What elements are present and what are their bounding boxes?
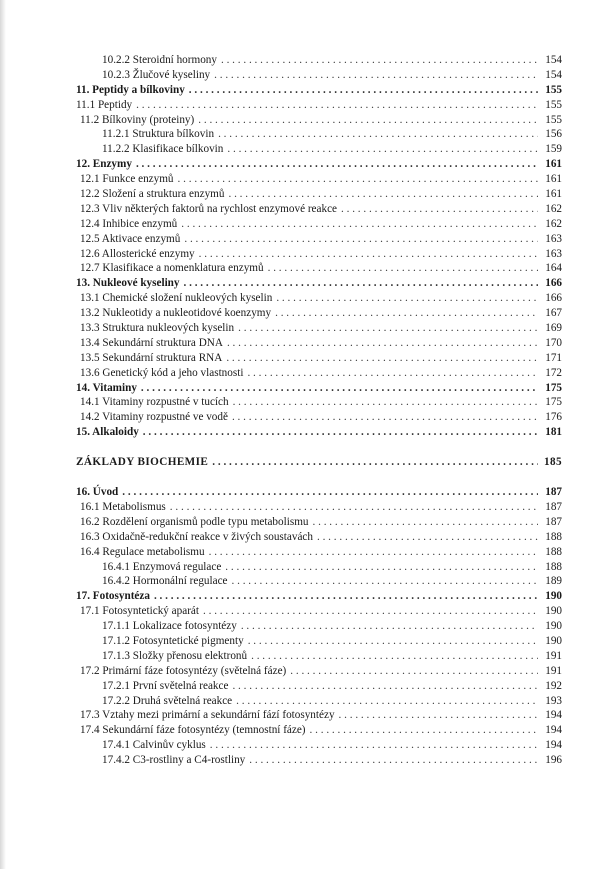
toc-page-number: 154 xyxy=(545,68,562,81)
dot-leader xyxy=(238,321,538,336)
toc-entry-title: 16.4 Regulace metabolismu xyxy=(80,545,205,558)
dot-leader xyxy=(251,649,538,664)
toc-entry-title: 12. Enzymy xyxy=(76,158,132,171)
toc-page-number: 194 xyxy=(545,709,562,722)
toc-page-number: 170 xyxy=(545,336,562,349)
toc-page-number: 188 xyxy=(545,560,562,573)
toc-row[interactable] xyxy=(76,604,562,619)
toc-page-number: 175 xyxy=(545,396,562,409)
toc-entry-title: 16.3 Oxidačně-redukční reakce v živých soustavách xyxy=(80,530,313,543)
toc-page-number: 181 xyxy=(545,426,562,439)
dot-leader xyxy=(227,142,538,157)
toc-row[interactable] xyxy=(76,68,562,83)
toc-page-number: 167 xyxy=(545,307,562,320)
table-of-contents xyxy=(76,53,562,768)
dot-leader xyxy=(154,589,538,604)
toc-entry-title: 17.4 Sekundární fáze fotosyntézy (temnostní fáze) xyxy=(80,724,306,737)
dot-leader xyxy=(209,545,538,560)
toc-entry-title: ZÁKLADY BIOCHEMIE xyxy=(76,456,209,469)
toc-page-number: 185 xyxy=(544,456,562,469)
toc-entry-title: 12.3 Vliv některých faktorů na rychlost enzymové reakce xyxy=(80,202,338,215)
toc-page-number: 162 xyxy=(545,202,562,215)
dot-leader xyxy=(141,381,538,396)
toc-page-number: 190 xyxy=(545,620,562,633)
toc-row[interactable] xyxy=(76,306,562,321)
dot-leader xyxy=(136,98,538,113)
toc-row[interactable] xyxy=(76,738,562,753)
dot-leader xyxy=(227,336,538,351)
dot-leader xyxy=(247,366,538,381)
toc-entry-title: 16.4.2 Hormonální regulace xyxy=(102,575,228,588)
toc-entry-title: 17.1.2 Fotosyntetické pigmenty xyxy=(102,634,244,647)
toc-page-number: 154 xyxy=(545,54,562,66)
toc-row[interactable] xyxy=(76,560,562,575)
toc-entry-title: 13.6 Genetický kód a jeho vlastnosti xyxy=(80,366,244,379)
toc-row[interactable] xyxy=(76,395,562,410)
toc-page-number: 172 xyxy=(545,366,562,379)
toc-row[interactable] xyxy=(76,291,562,306)
toc-row[interactable] xyxy=(76,202,562,217)
toc-row[interactable] xyxy=(76,232,562,247)
dot-leader xyxy=(236,694,538,709)
toc-page-number: 163 xyxy=(545,247,562,260)
toc-entry-title: 17.1.1 Lokalizace fotosyntézy xyxy=(102,620,237,633)
toc-row[interactable] xyxy=(76,694,562,709)
toc-row[interactable] xyxy=(76,530,562,545)
dot-leader xyxy=(218,127,538,142)
toc-entry-title: 13.4 Sekundární struktura DNA xyxy=(80,336,223,349)
toc-row[interactable] xyxy=(76,127,562,142)
toc-entry-title: 11.1 Peptidy xyxy=(76,98,133,111)
toc-entry-title: 16.1 Metabolismus xyxy=(80,500,166,513)
toc-page-number: 155 xyxy=(545,113,562,126)
toc-page-number: 188 xyxy=(545,545,562,558)
toc-row[interactable] xyxy=(76,247,562,262)
toc-page-number: 187 xyxy=(545,500,562,513)
toc-row[interactable] xyxy=(76,142,562,157)
dot-leader xyxy=(228,187,538,202)
toc-entry-title: 10.2.3 Žlučové kyseliny xyxy=(102,68,211,81)
toc-page-number: 161 xyxy=(545,173,562,186)
toc-entry-title: 17.2.1 První světelná reakce xyxy=(102,679,229,692)
toc-entry-title: 13.3 Struktura nukleových kyselin xyxy=(80,322,235,335)
toc-entry-title: 15. Alkaloidy xyxy=(76,426,139,439)
toc-entry-title: 12.2 Složení a struktura enzymů xyxy=(80,188,225,201)
toc-row[interactable] xyxy=(76,336,562,351)
toc-page-number: 191 xyxy=(545,664,562,677)
toc-row[interactable] xyxy=(76,708,562,723)
toc-entry-title: 13.1 Chemické složení nukleových kyselin xyxy=(80,292,273,305)
toc-page-number: 193 xyxy=(545,694,562,707)
toc-row[interactable] xyxy=(76,619,562,634)
toc-page-number: 194 xyxy=(545,724,562,737)
toc-row[interactable] xyxy=(76,574,562,589)
dot-leader xyxy=(199,247,538,262)
toc-row[interactable] xyxy=(76,187,562,202)
dot-leader xyxy=(198,113,538,128)
dot-leader xyxy=(233,395,538,410)
toc-entry-title: 13.2 Nukleotidy a nukleotidové koenzymy xyxy=(80,307,272,320)
toc-entry-title: 13.5 Sekundární struktura RNA xyxy=(80,351,223,364)
toc-chapter-row[interactable] xyxy=(76,381,562,396)
toc-entry-title: 17.4.2 C3-rostliny a C4-rostliny xyxy=(102,754,246,767)
toc-row[interactable] xyxy=(76,679,562,694)
toc-page-number: 175 xyxy=(545,381,562,394)
dot-leader xyxy=(310,723,538,738)
toc-entry-title: 13. Nukleové kyseliny xyxy=(76,277,180,290)
toc-entry-title: 17.1.3 Složky přenosu elektronů xyxy=(102,649,248,662)
toc-entry-title: 17.1 Fotosyntetický aparát xyxy=(80,605,199,618)
dot-leader xyxy=(122,485,538,500)
dot-leader xyxy=(203,604,538,619)
toc-page-number: 164 xyxy=(545,262,562,275)
dot-leader xyxy=(143,425,538,440)
toc-row[interactable] xyxy=(76,545,562,560)
toc-row[interactable] xyxy=(76,723,562,738)
dot-leader xyxy=(214,68,538,83)
toc-page-number: 190 xyxy=(545,590,562,603)
toc-page-number: 171 xyxy=(545,351,562,364)
dot-leader xyxy=(184,232,538,247)
toc-row[interactable] xyxy=(76,172,562,187)
toc-page-number: 176 xyxy=(545,411,562,424)
toc-page-number: 156 xyxy=(545,128,562,141)
dot-leader xyxy=(178,172,538,187)
dot-leader xyxy=(184,276,539,291)
toc-entry-title: 17.3 Vztahy mezi primární a sekundární fází fotosyntézy xyxy=(80,709,335,722)
toc-entry-title: 11. Peptidy a bílkoviny xyxy=(76,83,185,96)
toc-row[interactable] xyxy=(76,321,562,336)
toc-row[interactable] xyxy=(76,649,562,664)
toc-chapter-row[interactable] xyxy=(76,83,562,98)
dot-leader xyxy=(241,619,538,634)
toc-entry-title: 12.1 Funkce enzymů xyxy=(80,173,174,186)
dot-leader xyxy=(225,560,538,575)
toc-page-number: 161 xyxy=(545,158,562,171)
dot-leader xyxy=(170,500,538,515)
dot-leader xyxy=(249,753,538,768)
toc-page-number: 166 xyxy=(545,292,562,305)
toc-page-number: 191 xyxy=(545,649,562,662)
dot-leader xyxy=(313,515,539,530)
toc-page-number: 161 xyxy=(545,188,562,201)
toc-row[interactable] xyxy=(76,98,562,113)
toc-entry-title: 10.2.2 Steroidní hormony xyxy=(102,54,217,66)
toc-page-number: 189 xyxy=(545,575,562,588)
toc-row[interactable] xyxy=(76,634,562,649)
dot-leader xyxy=(276,291,538,306)
toc-row[interactable] xyxy=(76,351,562,366)
toc-entry-title: 14.2 Vitaminy rozpustné ve vodě xyxy=(80,411,228,424)
dot-leader xyxy=(189,83,538,98)
dot-leader xyxy=(290,664,538,679)
toc-chapter-row[interactable] xyxy=(76,425,562,440)
dot-leader xyxy=(136,157,538,172)
toc-chapter-row[interactable] xyxy=(76,485,562,500)
toc-section-heading[interactable] xyxy=(76,455,562,470)
toc-page-number: 187 xyxy=(545,486,562,499)
toc-spacer xyxy=(76,470,562,485)
toc-row[interactable] xyxy=(76,500,562,515)
toc-entry-title: 12.6 Allosterické enzymy xyxy=(80,247,195,260)
toc-row[interactable] xyxy=(76,664,562,679)
toc-page-number: 162 xyxy=(545,217,562,230)
toc-entry-title: 17.4.1 Calvinův cyklus xyxy=(102,739,206,752)
toc-spacer xyxy=(76,440,562,455)
toc-page-number: 187 xyxy=(545,515,562,528)
dot-leader xyxy=(339,708,538,723)
dot-leader xyxy=(275,306,538,321)
toc-chapter-row[interactable] xyxy=(76,276,562,291)
dot-leader xyxy=(181,217,538,232)
dot-leader xyxy=(232,574,538,589)
dot-leader xyxy=(212,455,538,470)
dot-leader xyxy=(226,351,538,366)
dot-leader xyxy=(232,679,538,694)
toc-chapter-row[interactable] xyxy=(76,157,562,172)
toc-page-number: 190 xyxy=(545,605,562,618)
toc-entry-title: 14. Vitaminy xyxy=(76,381,137,394)
toc-page-number: 194 xyxy=(545,739,562,752)
toc-page-number: 155 xyxy=(545,98,562,111)
toc-entry-title: 14.1 Vitaminy rozpustné v tucích xyxy=(80,396,229,409)
toc-row[interactable] xyxy=(76,53,562,68)
toc-entry-title: 17. Fotosyntéza xyxy=(76,590,150,603)
toc-entry-title: 12.7 Klasifikace a nomenklatura enzymů xyxy=(80,262,264,275)
dot-leader xyxy=(232,410,538,425)
toc-row[interactable] xyxy=(76,515,562,530)
toc-page-number: 188 xyxy=(545,530,562,543)
toc-entry-title: 16. Úvod xyxy=(76,486,119,499)
toc-entry-title: 11.2 Bílkoviny (proteiny) xyxy=(80,113,195,126)
toc-entry-title: 16.2 Rozdělení organismů podle typu metabolismu xyxy=(80,515,309,528)
toc-page-number: 166 xyxy=(545,277,562,290)
toc-entry-title: 12.4 Inhibice enzymů xyxy=(80,217,178,230)
toc-row[interactable] xyxy=(76,113,562,128)
toc-entry-title: 11.2.2 Klasifikace bílkovin xyxy=(102,143,224,156)
dot-leader xyxy=(221,53,538,68)
toc-entry-title: 16.4.1 Enzymová regulace xyxy=(102,560,222,573)
toc-page-number: 159 xyxy=(545,143,562,156)
toc-entry-title: 11.2.1 Struktura bílkovin xyxy=(102,128,215,141)
toc-row[interactable] xyxy=(76,410,562,425)
toc-page-number: 169 xyxy=(545,322,562,335)
dot-leader xyxy=(248,634,538,649)
toc-entry-title: 12.5 Aktivace enzymů xyxy=(80,232,181,245)
toc-row[interactable] xyxy=(76,366,562,381)
toc-page-number: 163 xyxy=(545,232,562,245)
dot-leader xyxy=(210,738,538,753)
toc-page-number: 196 xyxy=(545,754,562,767)
dot-leader xyxy=(341,202,538,217)
dot-leader xyxy=(268,261,538,276)
toc-page-number: 155 xyxy=(545,83,562,96)
toc-chapter-row[interactable] xyxy=(76,589,562,604)
page-edge-shadow xyxy=(0,0,6,869)
toc-row[interactable] xyxy=(76,261,562,276)
toc-row[interactable] xyxy=(76,753,562,768)
toc-entry-title: 17.2 Primární fáze fotosyntézy (světelná fáze) xyxy=(80,664,287,677)
toc-row[interactable] xyxy=(76,217,562,232)
toc-page-number: 192 xyxy=(545,679,562,692)
dot-leader xyxy=(317,530,538,545)
toc-entry-title: 17.2.2 Druhá světelná reakce xyxy=(102,694,233,707)
toc-page-number: 190 xyxy=(545,634,562,647)
